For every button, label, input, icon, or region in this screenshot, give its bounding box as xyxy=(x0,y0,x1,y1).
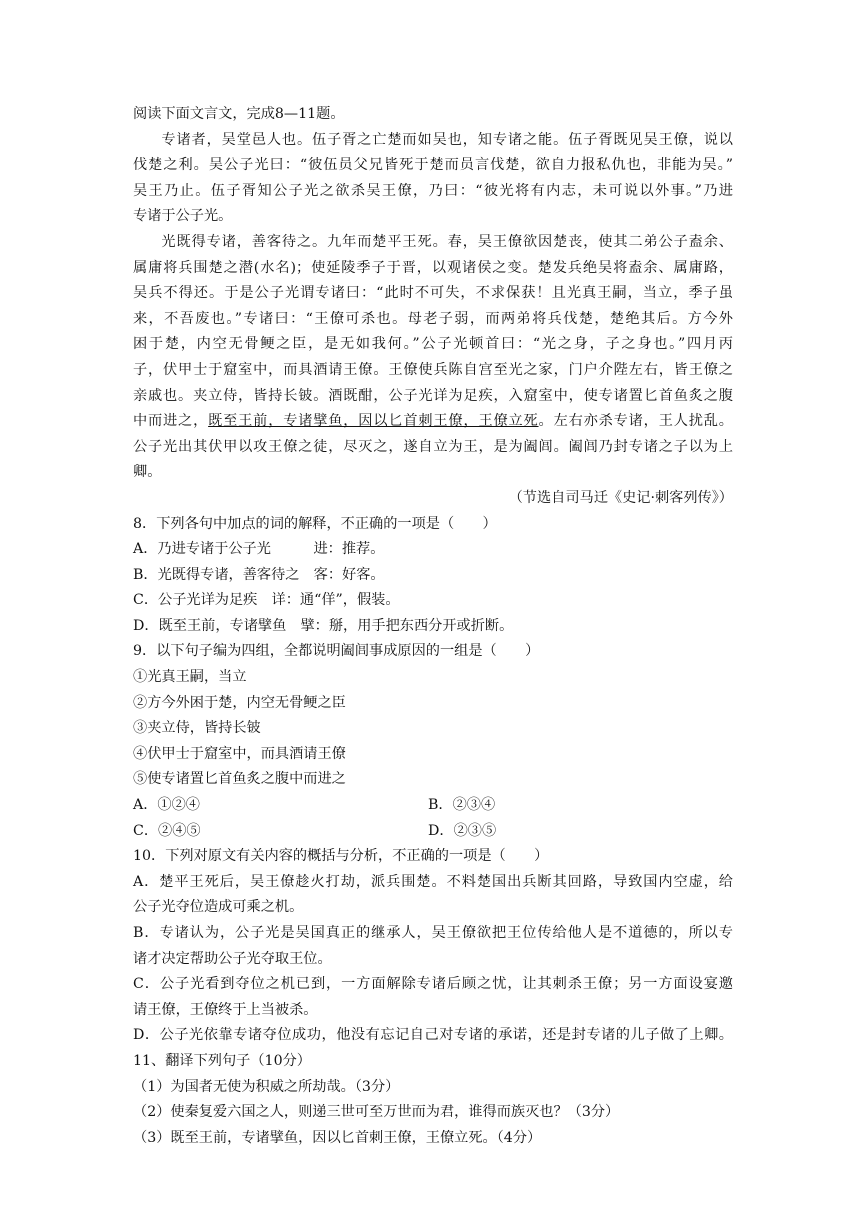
question-item: ②方今外困于楚，内空无骨鲠之臣 xyxy=(133,694,346,711)
question-item: ⑤使专诸置匕首鱼炙之腹中而进之 xyxy=(133,771,346,788)
question-option: B．专诸认为，公子光是吴国真正的继承人，吴王僚欲把王位传给他人是不道德的，所以专 xyxy=(133,925,733,941)
question-item: ①光真王嗣，当立 xyxy=(133,669,247,686)
question-option: 请王僚，王僚终于上当被杀。 xyxy=(133,1001,318,1018)
question-item: （3）既至王前，专诸擘鱼，因以匕首刺王僚，王僚立死。（4分） xyxy=(133,1129,542,1146)
passage-line: 吴王乃止。伍子胥知公子光之欲杀吴王僚，乃曰：“彼光将有内志，未可说以外事。”乃进 xyxy=(133,182,733,199)
passage-line-underlined xyxy=(133,409,733,435)
exam-document xyxy=(133,102,733,1151)
question-option: A．乃进专诸于公子光 进：推荐。 xyxy=(133,541,385,558)
option-row xyxy=(133,819,733,845)
option-d: D．②③⑤ xyxy=(428,822,497,839)
question-option: 公子光夺位造成可乘之机。 xyxy=(133,899,304,916)
question-stem: 10．下列对原文有关内容的概括与分析，不正确的一项是（ ） xyxy=(133,848,549,865)
passage-text: 。左右亦杀专诸，王人扰乱。 xyxy=(538,413,733,430)
question-option: 诸才决定帮助公子光夺取王位。 xyxy=(133,950,332,967)
question-stem: 11、翻译下列句子（10分） xyxy=(133,1052,311,1069)
question-option: C．公子光看到夺位之机已到，一方面解除专诸后顾之忧，让其刺杀王僚；另一方面设宴邀 xyxy=(133,976,733,993)
passage-line: 伐楚之利。吴公子光曰：“彼伍员父兄皆死于楚而员言伐楚，欲自力报私仇也，非能为吴。” xyxy=(133,157,733,174)
underlined-sentence: 既至王前，专诸擘鱼，因以匕首刺王僚，王僚立死 xyxy=(208,413,539,430)
question-option: A．楚平王死后，吴王僚趁火打劫，派兵围楚。不料楚国出兵断其回路，导致国内空虚，给 xyxy=(133,873,733,890)
question-item: （1）为国者无使为积威之所劫哉。（3分） xyxy=(133,1078,400,1095)
passage-line: 子，伏甲士于窟室中，而具酒请王僚。王僚使兵陈自宫至光之家，门户介陛左右，皆王僚之 xyxy=(133,361,733,378)
passage-line: 属庸将兵围楚之潜(水名)；使延陵季子于晋，以观诸侯之变。楚发兵绝吴将盍余、属庸路， xyxy=(133,259,733,276)
question-item: ④伏甲士于窟室中，而具酒请王僚 xyxy=(133,745,346,762)
question-11 xyxy=(133,1049,733,1151)
question-9 xyxy=(133,639,733,844)
question-item: （2）使秦复爱六国之人，则递三世可至万世而为君，谁得而族灭也？（3分） xyxy=(133,1104,620,1121)
question-option: D．既至王前，专诸擘鱼 擘：掰，用手把东西分开或折断。 xyxy=(133,617,514,634)
option-c: C．②④⑤ xyxy=(133,822,201,839)
passage-source: （节选自司马迁《史记·刺客列传》） xyxy=(508,489,733,506)
passage-line: 困于楚，内空无骨鲠之臣，是无如我何。”公子光顿首曰：“光之身，子之身也。”四月丙 xyxy=(133,336,733,353)
option-b: B．②③④ xyxy=(428,797,496,814)
question-option: D．公子光依靠专诸夺位成功，他没有忘记自己对专诸的承诺，还是封专诸的儿子做了上卿。 xyxy=(133,1027,733,1044)
passage-line: 专诸者，吴堂邑人也。伍子胥之亡楚而如吴也，知专诸之能。伍子胥既见吴王僚，说以 xyxy=(161,131,733,148)
passage-line: 吴兵不得还。于是公子光谓专诸曰：“此时不可失，不求保获！且光真王嗣，当立，季子虽 xyxy=(133,285,733,302)
question-item: ③夹立侍，皆持长铍 xyxy=(133,720,261,737)
passage-line: 公子光出其伏甲以攻王僚之徒，尽灭之，遂自立为王，是为阖闾。阖闾乃封专诸之子以为上 xyxy=(133,438,733,455)
question-8 xyxy=(133,512,733,640)
reading-instruction: 阅读下面文言文，完成8—11题。 xyxy=(133,106,345,122)
passage-line: 来，不吾废也。”专诸曰：“王僚可杀也。母老子弱，而两弟将兵伐楚，楚绝其后。方今外 xyxy=(133,310,733,327)
passage-line: 亲戚也。夹立侍，皆持长铍。酒既酣，公子光详为足疾，入窟室中，使专诸置匕首鱼炙之腹 xyxy=(133,387,733,404)
question-stem: 8．下列各句中加点的词的解释，不正确的一项是（ ） xyxy=(133,515,497,532)
question-option: C．公子光详为足疾 详：通“佯”，假装。 xyxy=(133,592,400,609)
question-option: B．光既得专诸，善客待之 客：好客。 xyxy=(133,566,385,583)
passage-line: 专诸于公子光。 xyxy=(133,208,233,225)
passage-paragraph-2 xyxy=(133,230,733,486)
option-row xyxy=(133,793,733,819)
passage-paragraph-1 xyxy=(133,128,733,230)
question-stem: 9．以下句子编为四组，全都说明阖闾事成原因的一组是（ ） xyxy=(133,643,540,660)
passage-line: 卿。 xyxy=(133,464,162,481)
passage-text: 中而进之， xyxy=(133,413,209,430)
option-a: A．①②④ xyxy=(133,797,200,814)
passage-line: 光既得专诸，善客待之。九年而楚平王死。春，吴王僚欲因楚丧，使其二弟公子盍余、 xyxy=(161,233,733,250)
question-10 xyxy=(133,844,733,1049)
